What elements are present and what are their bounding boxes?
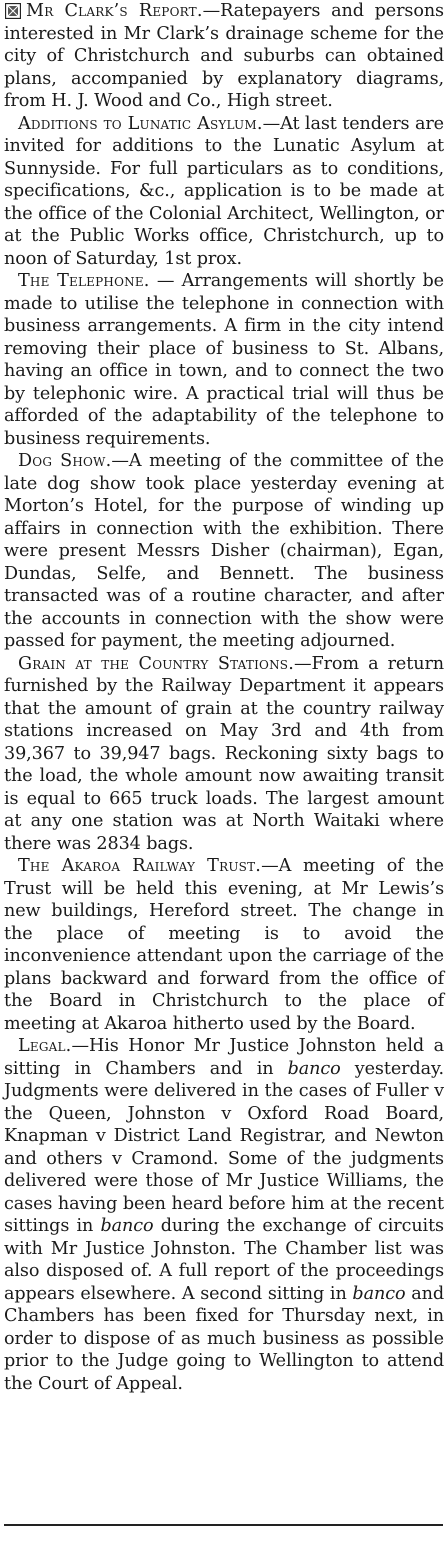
article-clarks-report [4, 0, 444, 113]
article-body: —From a return furnished by the Railway Department it appears that the amount of grain at the country railway stations increased on May 3rd and 4th from 39,367 to 39,947 bags. Reckoning sixty bags to the load, the whole amount now awaiting transit is equal to 665 truck loads. The largest amount at any one station was at North Waitaki where there was 2834 bags. [4, 653, 444, 854]
article-heading: Additions to Lunatic Asylum. [18, 113, 263, 134]
article-heading: Legal. [18, 1036, 72, 1056]
article-body: —A meeting of the Trust will be held this evening, at Mr Lewis’s new buildings, Hereford street. The change in the place of meeting is to avoid the inconvenience attendant upon the carriage of the plans backward and forward from the office of the Board in Christchurch to the place of meeting at Akaroa hitherto used by the Board. [4, 856, 444, 1034]
article-body: and Chambers has been fixed for Thursday next, in order to dispose of as much business as possible prior to the Judge going to Wellington to attend the Court of Appeal. [4, 1283, 444, 1394]
article-heading: Dog Show. [18, 451, 112, 471]
article-heading: Mr Clark’s Report. [26, 1, 203, 21]
article-heading: The Telephone. [18, 271, 150, 291]
italic-term: banco [287, 1058, 341, 1079]
article-dog-show [4, 450, 444, 653]
ornament-icon [5, 3, 21, 19]
article-legal [4, 1035, 444, 1395]
article-heading: Grain at the Country Stations. [18, 653, 294, 674]
italic-term: banco [352, 1283, 406, 1304]
article-body: — Arrangements will shortly be made to utilise the telephone in connection with business arrangements. A firm in the city intend removing their place of business to St. Albans, having an office in town, and to connect the two by telephonic wire. A practical trial will thus be afforded of the adaptability of the telephone to business requirements. [4, 271, 444, 449]
article-body: —Ratepayers and persons interested in Mr Clark’s drainage scheme for the city of Christchurch and suburbs can obtained plans, accompanied by explanatory diagrams, from H. J. Wood and Co., High street. [4, 1, 444, 111]
article-telephone [4, 270, 444, 450]
article-body: during the exchange of circuits with Mr Justice Johnston. The Chamber list was also disposed of. A full report of the proceedings appears elsewhere. A second sitting in [4, 1216, 444, 1304]
article-body: yesterday. Judgments were delivered in the cases of Fuller v the Queen, Johnston v Oxford Road Board, Knapman v District Land Registrar, and Newton and others v Cramond. Some of the judgments delivered were those of Mr Justice Williams, the cases having been heard before him at the recent sittings in [4, 1058, 445, 1236]
column-end-rule [4, 1524, 443, 1526]
article-additions-asylum [4, 113, 444, 271]
article-body: —A meeting of the committee of the late dog show took place yesterday evening at Morton’s Hotel, for the purpose of winding up affairs in connection with the exhibition. There were present Messrs Disher (chairman), Egan, Dundas, Selfe, and Bennett. The business transacted was of a routine character, and after the accounts in connection with the show were passed for payment, the meeting adjourned. [4, 451, 444, 651]
article-body: —At last tenders are invited for additions to the Lunatic Asylum at Sunnyside. For full particulars as to conditions, specifications, &c., application is to be made at the office of the Colonial Architect, Wellington, or at the Public Works office, Christchurch, up to noon of Saturday, 1st prox. [4, 113, 444, 269]
article-grain-stations [4, 653, 444, 856]
italic-term: banco [100, 1216, 154, 1236]
article-body: —His Honor Mr Justice Johnston held a sitting in Chambers and in [4, 1036, 444, 1079]
article-heading: The Akaroa Railway Trust. [18, 856, 262, 876]
article-akaroa-railway [4, 855, 444, 1035]
